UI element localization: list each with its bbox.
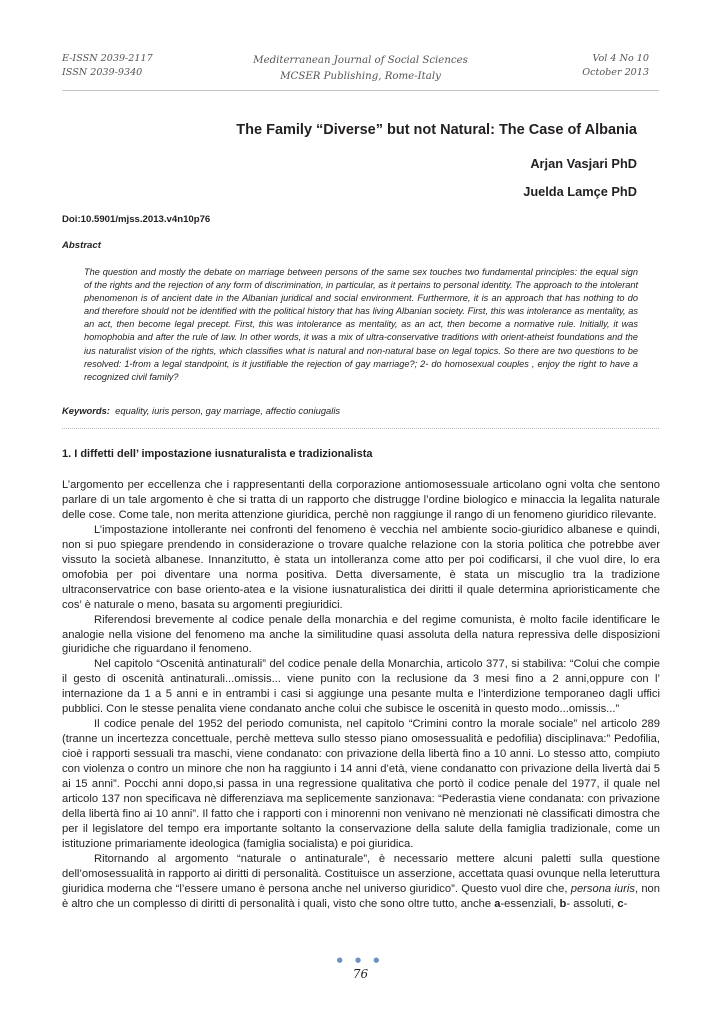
header-divider — [62, 90, 659, 91]
header-eissn: E-ISSN 2039-2117 — [62, 53, 153, 64]
body-text — [62, 478, 660, 912]
paragraph: Nel capitolo “Oscenità antinaturali” del codice penale della Monarchia, articolo 377, si stabiliva: “Colui che compie il gesto di oscenità antinaturali...omissis... viene punito con la reclusione da 3 mesi fino a 2 anni,oppure con l’ internazione da 1 a 5 anni e in entrambi i casi si aggiunge una pesante multa e l’interdizione temporaneo dagli uffici pubblici. Con le stesse penalita viene condanato anche colui che subisce le oscenità in questo modo...omissis...” — [62, 658, 660, 716]
abstract-heading: Abstract — [62, 240, 101, 251]
section-divider — [62, 428, 659, 429]
italic-term: persona iuris — [570, 882, 635, 895]
author-2: Juelda Lamçe PhD — [523, 184, 637, 199]
paragraph: L’argomento per eccellenza che i rappresentanti della corporazione antiomosessuale articolano ogni volta che sentono parlare di un tale argomento è che si tratta di un rapporto che distrugge l’ordine biologico e minaccia la legalita naturale delle cose. Come tale, non merita attenzione giuridica, perchè non raggiunge il rango di un fenomeno giuridico rilevante. — [62, 479, 660, 521]
paragraph: L’impostazione intollerante nei confronti del fenomeno è vecchia nel ambiente socio-giuridico albanese e quindi, non si puo spiegare prendendo in considerazione o trovare qualche relazione con la storia politica che potrebbe aver vissuto la società albanese. Innanzitutto, è stata un intolleranza come atto per poi codificarsi, il che vuol dire, lo era omofobia per poi diventare una norma positiva. Detta diversamente, è stata un miscuglio tra la tradizione ultraconservatrice con base oriento-atea e la visione iusnaturalistica dei diritti il quale determina aprioristicamente che cos’ è naturale o meno, basata su argomenti pregiuridici. — [62, 523, 660, 611]
section-title: 1. I diffetti dell’ impostazione iusnaturalista e tradizionalista — [62, 448, 373, 460]
paragraph-last — [62, 852, 660, 912]
footer-dots: ● ● ● — [336, 956, 385, 964]
header-volume: Vol 4 No 10 — [592, 53, 649, 64]
text-run: Ritornando al argomento “naturale o antinaturale”, è necessario mettere alcuni paletti sulla questione dell’omosessualità in rapporto ai diritti di personalità. Costituisce un asserzione, accettata quasi ovunque nella leteruttura giuridica moderna che “l’essere umano è persona anche nel universo giuridico”. Questo vuol dire che, — [62, 852, 660, 895]
text-run: -essenziali, — [500, 897, 560, 910]
text-run: - assoluti, — [566, 897, 618, 910]
keywords-label: Keywords: — [62, 405, 110, 416]
bold-marker: b — [559, 897, 567, 910]
paragraph: Riferendosi brevemente al codice penale della monarchia e del regime comunista, è molto facile identificare le analogie nella visione del fenomeno ma anche la similitudine quasi assoluta della natura repressiva delle disposizioni giuridiche che riguardano il fenomeno. — [62, 613, 660, 656]
author-1: Arjan Vasjari PhD — [530, 156, 637, 171]
keywords-list: equality, iuris person, gay marriage, affectio coniugalis — [115, 405, 341, 416]
header-volume-block — [582, 52, 649, 79]
doi: Doi:10.5901/mjss.2013.v4n10p76 — [62, 214, 211, 225]
keywords — [62, 405, 340, 416]
text-run: - — [623, 897, 628, 910]
text-run: , non è altro che un complesso di diritti di personalità i quali, visto che sono oltre tutto, anche — [62, 882, 660, 910]
header-date: October 2013 — [582, 66, 649, 78]
abstract-text: The question and mostly the debate on marriage between persons of the same sex touches two fundamental principles: the equal sign of the rights and the rejection of any form of discrimination, in particular, as it pertains to personal identity. The approach to the intolerant phenomenon is of ancient date in the Albanian juridical and social environment. Furthermore, it is an approach that has nothing to do and therefore should not be identified with the political history that has living Albanian society. First, this was intolerance as mentality, as an act, then become legal precept. First, this was intolerance as mentality, as an act, then become a normative rule. Initially, it was homophobia and after the rule of law. In other words, it was a mix of ultra-conservative traditions with orient-atheist foundations and the ius naturalist vision of the rights, which classifies what is natural and non-natural base on legal topics. So there are two questions to be resolved: 1-from a legal standpoint, is it justifiable the rejection of gay marriage?; 2- do homosexual couples , enjoy the right to have a recognized civil family? — [84, 267, 638, 382]
bold-marker: c — [617, 897, 624, 910]
header-issn: ISSN 2039-9340 — [62, 66, 143, 78]
header-journal: Mediterranean Journal of Social Sciences — [253, 55, 468, 66]
paragraph: Il codice penale del 1952 del periodo comunista, nel capitolo “Crimini contro la morale sociale” nel articolo 289 (tranne un incertezza concettuale, perchè metteva sullo stesso piano omosessualità e pedofilia) disciplinava:” Pedofilia, cioè i rapporti sessuali tra maschi, viene condanato: con privazione della libertà fino a 10 anni. Lo stesso atto, compiuto con violenza o contro un minore che non ha raggiunto i 14 anni d’età, viene condanatto con privazione della livertà dai 5 ai 15 anni”. Pocchi anni dopo,si passa in una regressione qualitativa che portò il codice penale del 1977, il quale nel articolo 137 non specificava nè differenziava ma seplicemente sanzionava: “Pederastia viene condanata: con privazione della libertà fino ai 10 anni”. Il fatto che i rapporti con i minorenni non venivano nè menzionati nè classificati dimostra che per il legislatore del tempo era importante soltanto la conservazione della salute della famiglia tradizionale, come un istituzione primariamente ideologica (famiglia socialista) e poi giuridica. — [62, 718, 660, 850]
page-number: 76 — [352, 967, 369, 981]
paper-title: The Family “Diverse” but not Natural: The Case of Albania — [236, 122, 637, 138]
bold-marker: a — [494, 897, 501, 910]
header-publisher: MCSER Publishing, Rome-Italy — [280, 71, 441, 82]
